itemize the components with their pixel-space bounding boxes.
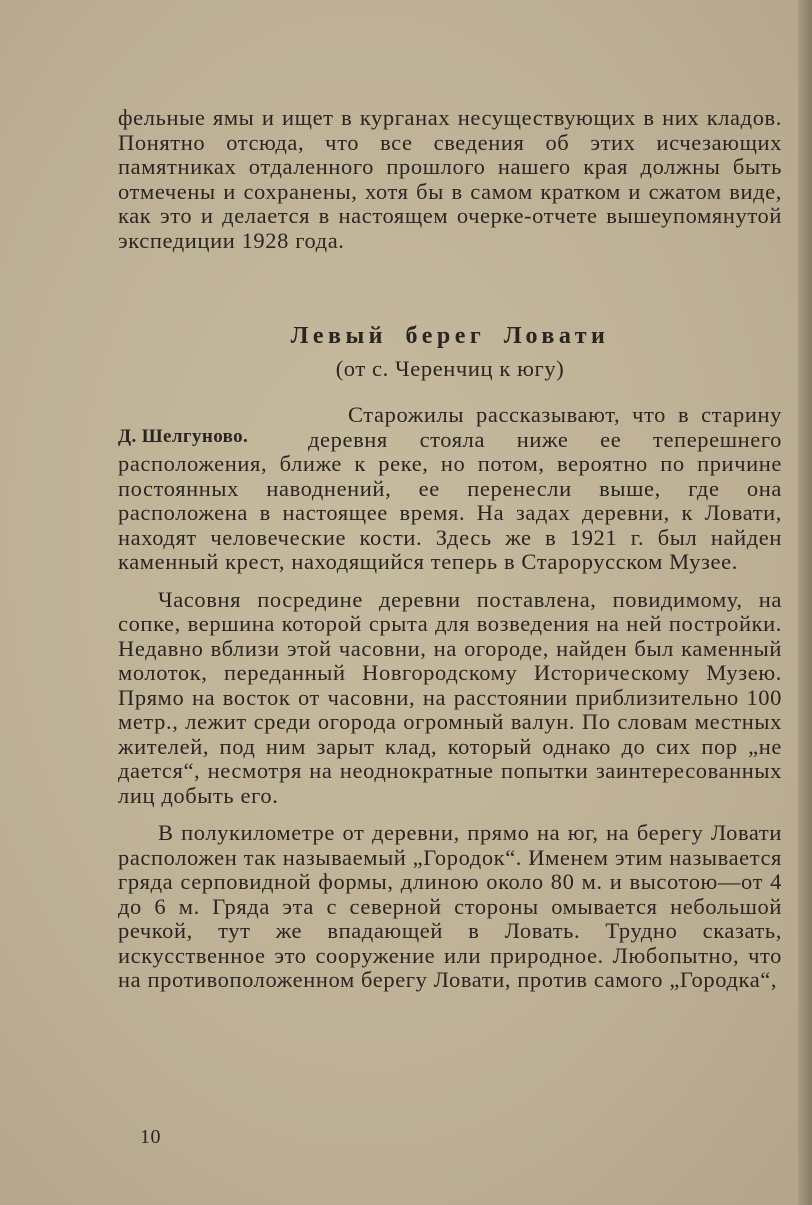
village-side-label: Д. Шелгуново. <box>118 426 249 447</box>
paragraph-1: Старожилы рассказывают, что в старину деревня стояла ниже ее теперешнего расположения, ближе к реке, но потом, вероятно по причине постоянных наводнений, ее перенесли выше, где она расположена в настоящее время. На задах деревни, к Ловати, находят человеческие кости. Здесь же в 1921 г. был найден каменный крест, находящийся теперь в Старорусском Музее. <box>118 402 782 574</box>
section-subtitle: (от с. Черенчиц к югу) <box>335 356 565 381</box>
page-edge-shadow <box>798 0 812 1205</box>
section-body <box>118 403 782 993</box>
intro-paragraph: фельные ямы и ищет в курганах несуществующих в них кладов. Понятно отсюда, что все сведения об этих исчезающих памятниках отдаленного прошлого нашего края должны быть отмечены и сохранены, хотя бы в самом кратком и сжатом виде, как это и делается в настоящем очерке-отчете вышеупомянутой экспедиции 1928 года. <box>118 105 782 253</box>
paragraph-3: В полукилометре от деревни, прямо на юг, на берегу Ловати расположен так называемый „Городок“. Именем этим называется гряда серповидной формы, длиною около 80 м. и высотою—от 4 до 6 м. Гряда эта с северной стороны омывается небольшой речкой, тут же впадающей в Ловать. Трудно сказать, искусственное это сооружение или природное. Любопытно, что на противоположенном берегу Ловати, против самого „Городка“, <box>118 820 782 992</box>
paragraph-2: Часовня посредине деревни поставлена, повидимому, на сопке, вершина которой срыта для возведения на ней постройки. Недавно вблизи этой часовни, на огороде, найден был каменный молоток, переданный Новгородскому Историческому Музею. Прямо на восток от часовни, на расстоянии приблизительно 100 метр., лежит среди огорода огромный валун. По словам местных жителей, под ним зарыт клад, который однако до сих пор „не дается“, несмотря на неоднократные попытки заинтересованных лиц добыть его. <box>118 586 782 808</box>
intro-text-block <box>118 106 782 253</box>
page-number: 10 <box>140 1126 161 1148</box>
section-title: Левый берег Ловати <box>290 323 610 349</box>
